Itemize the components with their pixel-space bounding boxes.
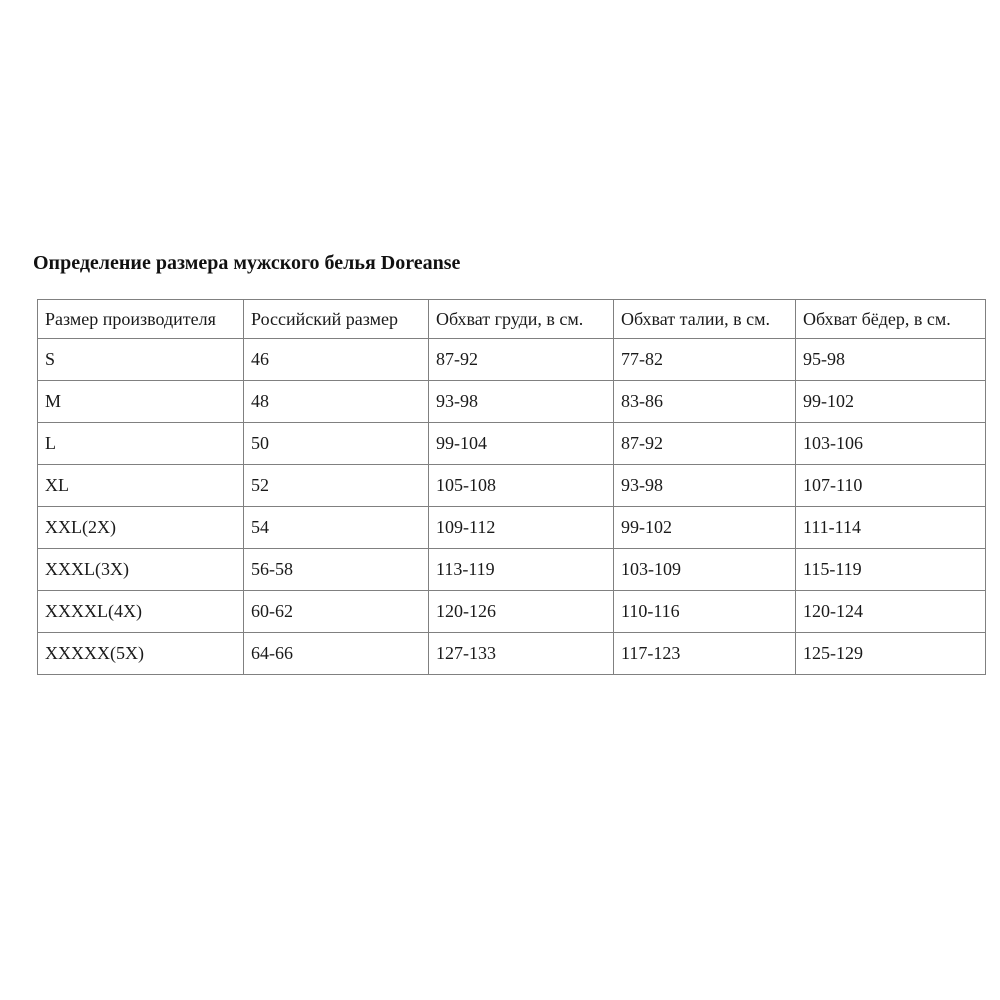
table-cell: 103-109 (614, 549, 796, 591)
table-cell: 113-119 (429, 549, 614, 591)
table-row (38, 507, 986, 549)
page-title: Определение размера мужского белья Doreanse (33, 252, 461, 274)
table-cell: 87-92 (429, 339, 614, 381)
size-chart-table (37, 299, 986, 675)
table-cell: S (38, 339, 244, 381)
table-row (38, 465, 986, 507)
table-cell: 120-124 (796, 591, 986, 633)
table-header-row (38, 300, 986, 339)
table-cell: 99-104 (429, 423, 614, 465)
table-cell: 99-102 (614, 507, 796, 549)
table-cell: 120-126 (429, 591, 614, 633)
table-cell: XXXL(3X) (38, 549, 244, 591)
table-cell: 60-62 (244, 591, 429, 633)
table-cell: 52 (244, 465, 429, 507)
table-cell: XXXXL(4X) (38, 591, 244, 633)
table-cell: 110-116 (614, 591, 796, 633)
table-cell: 109-112 (429, 507, 614, 549)
table-cell: 105-108 (429, 465, 614, 507)
table-cell: 99-102 (796, 381, 986, 423)
table-cell: 115-119 (796, 549, 986, 591)
table-cell: 48 (244, 381, 429, 423)
table-cell: 56-58 (244, 549, 429, 591)
table-cell: 103-106 (796, 423, 986, 465)
table-cell: M (38, 381, 244, 423)
table-cell: 117-123 (614, 633, 796, 675)
column-header-chest: Обхват груди, в см. (429, 300, 614, 339)
table-cell: 111-114 (796, 507, 986, 549)
table-row (38, 423, 986, 465)
table-row (38, 339, 986, 381)
table-cell: 77-82 (614, 339, 796, 381)
table-cell: XL (38, 465, 244, 507)
column-header-waist: Обхват талии, в см. (614, 300, 796, 339)
table-row (38, 633, 986, 675)
table-cell: 50 (244, 423, 429, 465)
table-cell: 93-98 (614, 465, 796, 507)
table-cell: XXL(2X) (38, 507, 244, 549)
table-cell: 127-133 (429, 633, 614, 675)
table-cell: 54 (244, 507, 429, 549)
column-header-russian-size: Российский размер (244, 300, 429, 339)
column-header-hips: Обхват бёдер, в см. (796, 300, 986, 339)
table-cell: L (38, 423, 244, 465)
table-cell: XXXXX(5X) (38, 633, 244, 675)
table-cell: 107-110 (796, 465, 986, 507)
column-header-manufacturer-size: Размер производителя (38, 300, 244, 339)
table-cell: 46 (244, 339, 429, 381)
table-row (38, 591, 986, 633)
table-cell: 87-92 (614, 423, 796, 465)
table-cell: 95-98 (796, 339, 986, 381)
table-cell: 83-86 (614, 381, 796, 423)
table-cell: 64-66 (244, 633, 429, 675)
table-cell: 125-129 (796, 633, 986, 675)
table-row (38, 549, 986, 591)
table-cell: 93-98 (429, 381, 614, 423)
table-row (38, 381, 986, 423)
